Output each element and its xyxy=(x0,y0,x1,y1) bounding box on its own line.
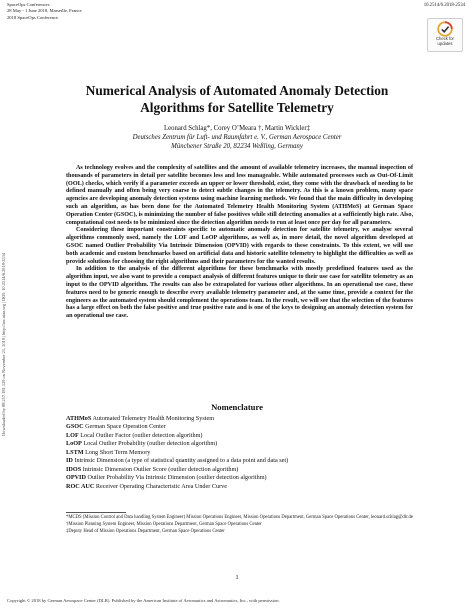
check-updates-icon xyxy=(437,21,453,37)
footnote-divider xyxy=(66,512,126,513)
affiliation-line: Deutsches Zentrum für Luft- und Raumfahrt e. V., German Aerospace Center xyxy=(132,134,342,141)
nomenclature-definition: Local Outlier Probability (outlier detection algorithm) xyxy=(83,440,218,448)
badge-text-line: Check for xyxy=(436,36,454,41)
affiliation-line: Münchener Straße 20, 82234 Weßling, Germany xyxy=(171,143,303,150)
nomenclature-term: ID xyxy=(66,457,73,465)
nomenclature-term: IDOS xyxy=(66,465,82,473)
header-line: 2018 SpaceOps Conference xyxy=(7,14,59,20)
nomenclature-definition: Local Outlier Factor (outlier detection algorithm) xyxy=(80,431,203,439)
nomenclature-definition: Automated Telemetry Health Monitoring System xyxy=(92,415,215,422)
footnotes xyxy=(66,515,416,536)
nomenclature-term: OPVID xyxy=(66,474,86,482)
nomenclature-definition: Long Short Term Memory xyxy=(85,448,151,456)
download-note: Downloaded by 88.217.181.129 on November 21, 2019 | http://arc.aiaa.org | DOI: 10.2514/6.2018-2534 xyxy=(1,252,6,436)
header-line: 28 May - 1 June 2018, Marseille, France xyxy=(7,8,82,14)
nomenclature-item xyxy=(66,440,426,448)
paper-title xyxy=(40,82,434,116)
nomenclature-definition: Intrinsic Dimension Outlier Score (outlier detection algorithm) xyxy=(82,465,239,473)
nomenclature-term: GSOC xyxy=(66,423,84,431)
nomenclature-item xyxy=(66,457,426,465)
author-block xyxy=(40,124,434,151)
nomenclature-term: LSTM xyxy=(66,448,84,456)
nomenclature-item xyxy=(66,466,426,474)
abstract xyxy=(66,165,413,321)
check-for-updates-button[interactable] xyxy=(427,18,463,52)
conference-header xyxy=(7,2,82,21)
nomenclature-term: ATHMoS xyxy=(66,415,92,422)
abstract-paragraph: As technology evolves and the complexity of satellites and the amount of available telemetry increases, the manual inspection of thousands of parameters in detail per satellite becomes less and less manageable. While automated processes such as Out-Of-Limit (OOL) checks, which verify if a parameter exceeds an upper or lower threshold, exist, they come with the drawback of needing to be defined manually and often being very coarse to detect subtle changes in the telemetry. As this is a known problem, many space agencies are developing anomaly detection systems using machine learning methods. We found that the main difficulty in developing such an algorithm, as has been done for the Automated Telemetry Health Monitoring System (ATHMoS) at German Space Operation Center (GSOC), is minimizing the number of false positives while still detecting anomalies at a sufficiently high rate. Also, computational cost needs to be minimized since the detection algorithm needs to run at least once per day for all parameters. xyxy=(66,165,413,226)
nomenclature-list xyxy=(66,415,426,491)
page-number: 1 xyxy=(235,574,239,581)
nomenclature-definition: Outlier Probability Via Intrinsic Dimension (outlier detection algorithm) xyxy=(87,474,267,482)
footnote: *MCDS (Mission Control and Data handling System Engineer) Mission Operations Engineer, Mission Operations Department, German Space Operations Center, leonard.schlag@dlr.de xyxy=(66,515,413,520)
copyright-notice: Copyright © 2018 by German Aerospace Center (DLR). Published by the American Institute of Aeronautics and Astronautics, Inc., with permission. xyxy=(7,598,280,603)
nomenclature-item xyxy=(66,432,426,440)
nomenclature-term: ROC AUC xyxy=(66,482,95,490)
nomenclature-definition: Receiver Operating Characteristic Area Under Curve xyxy=(95,482,228,490)
doi-label[interactable]: 10.2514/6.2018-2534 xyxy=(423,3,465,8)
nomenclature-item xyxy=(66,449,426,457)
download-sidebar xyxy=(0,180,8,440)
nomenclature-item xyxy=(66,415,426,423)
title-line: Algorithms for Satellite Telemetry xyxy=(140,100,334,115)
abstract-paragraph: In addition to the analysis of the different algorithms for these benchmarks with mostly predefined features used as the algorithm input, we also want to provide a compact analysis of different features unique to their use case for satellite telemetry as an input to the OPVID algorithm. The results can also be extrapolated for various other algorithms. In an operational use case, these features need to be generic enough to describe every available telemetry parameter and, at the same time, provide a context for the engineers as the automated system should complement the operations team. In the result, we will see that the selection of the features has a large effect on both the false positive and true positive rate and is one of the keys to designing an anomaly detection system for an operational use case. xyxy=(66,266,413,320)
nomenclature-heading: Nomenclature xyxy=(211,402,263,412)
abstract-paragraph: Considering these important constraints specific to automatic anomaly detection for satellite telemetry, we analyse several algorithms commonly used, namely the LOF and LoOP algorithms, as well as, in more detail, the novel algorithm developed at GSOC named Outlier Probability Via Intrinsic Dimension (OPVID) with regards to these constraints. To this extent, we will use both academic and custom benchmarks based on artificial data and historic satellite telemetry to highlight the difficulties as well as provide solutions for choosing the right algorithms and their parameters for the wanted results. xyxy=(66,227,413,265)
nomenclature-item xyxy=(66,474,426,482)
nomenclature-definition: German Space Operation Center xyxy=(85,423,166,431)
nomenclature-definition: Intrinsic Dimension (a type of statistical quantity assigned to a data point and data set) xyxy=(74,457,289,465)
header-line: SpaceOps Conferences xyxy=(7,2,50,7)
nomenclature-item xyxy=(66,483,426,491)
nomenclature-term: LoOP xyxy=(66,440,82,448)
nomenclature-term: LOF xyxy=(66,431,79,439)
footnote: †Mission Planning System Engineer, Mission Operations Department, German Space Operations Center xyxy=(66,521,262,527)
badge-text-line: updates xyxy=(437,40,453,46)
title-line: Numerical Analysis of Automated Anomaly Detection xyxy=(85,83,389,98)
footnote: ‡Deputy Head of Mission Operations Department, German Space Operations Center xyxy=(66,528,225,534)
nomenclature-item xyxy=(66,423,426,431)
author-names: Leonard Schlag*, Corey O’Meara †, Martin Wickler‡ xyxy=(163,125,311,132)
